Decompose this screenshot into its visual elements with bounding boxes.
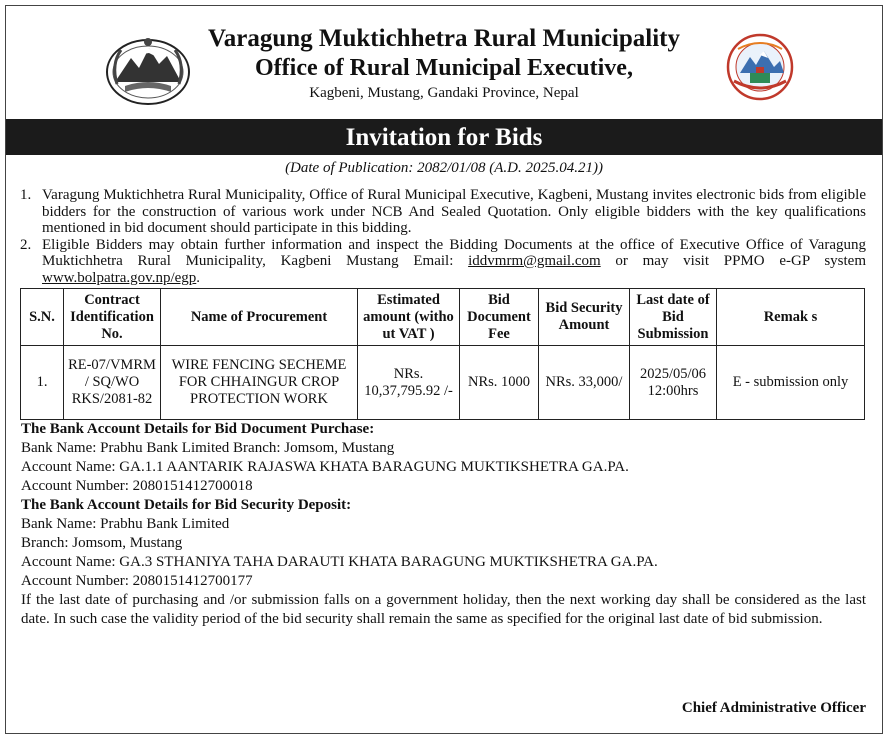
bank-purchase-heading: The Bank Account Details for Bid Document Purchase:	[21, 421, 375, 437]
bid-table	[20, 288, 865, 420]
col-procurement: Name of Procurement	[161, 289, 358, 346]
cell-remarks: E - submission only	[717, 346, 865, 420]
cell-last-date: 2025/05/06 12:00hrs	[630, 346, 717, 420]
cell-sn: 1.	[21, 346, 64, 420]
col-estimated: Estimated amount (witho ut VAT )	[358, 289, 460, 346]
col-last-date: Last date of Bid Submission	[630, 289, 717, 346]
bank-purchase-details	[21, 420, 866, 496]
bank-security-account-name: Account Name: GA.3 STHANIYA TAHA DARAUTI KHATA BARAGUNG MUKTIKSHETRA GA.PA.	[21, 554, 658, 570]
office-name: Office of Rural Municipal Executive,	[255, 55, 633, 81]
bank-security-account-number: Account Number: 2080151412700177	[21, 573, 253, 589]
bank-security-branch: Branch: Jomsom, Mustang	[21, 535, 183, 551]
page-title: Invitation for Bids	[6, 119, 882, 155]
org-name: Varagung Muktichhetra Rural Municipality	[207, 25, 681, 52]
col-contract-id: Contract Identification No.	[64, 289, 161, 346]
item-text	[42, 237, 866, 287]
publication-date: (Date of Publication: 2082/01/08 (A.D. 2025.04.21))	[285, 160, 603, 176]
email-link[interactable]: iddvmrm@gmail.com	[468, 253, 601, 269]
list-item	[20, 187, 866, 237]
bank-purchase-account-number: Account Number: 2080151412700018	[21, 478, 253, 494]
office-address: Kagbeni, Mustang, Gandaki Province, Nepal	[309, 85, 579, 101]
bank-security-details	[21, 496, 866, 591]
cell-estimated: NRs. 10,37,795.92 /-	[358, 346, 460, 420]
notice-points	[20, 187, 866, 286]
bank-purchase-account-name: Account Name: GA.1.1 AANTARIK RAJASWA KHATA BARAGUNG MUKTIKSHETRA GA.PA.	[21, 459, 629, 475]
item-text: Varagung Muktichhetra Rural Municipality, Office of Rural Municipal Executive, Kagbeni, Mustang invites electronic bids from eligible bidders for the construction of various work under NCB And Sealed Quotation. Only eligible bidders with the key qualifications mentioned in bid document should participate in this bidding.	[42, 187, 866, 236]
col-remarks: Remak s	[717, 289, 865, 346]
signature: Chief Administrative Officer	[681, 700, 866, 716]
cell-procurement: WIRE FENCING SECHEME FOR CHHAINGUR CROP PROTECTION WORK	[161, 346, 358, 420]
bank-purchase-bank: Bank Name: Prabhu Bank Limited Branch: Jomsom, Mustang	[21, 440, 395, 456]
cell-contract-id: RE-07/VMRM / SQ/WO RKS/2081-82	[64, 346, 161, 420]
municipality-seal-icon	[720, 33, 800, 101]
bank-security-bank: Bank Name: Prabhu Bank Limited	[21, 516, 230, 532]
list-item	[20, 237, 866, 287]
item-text-part: Eligible Bidders may obtain further information and inspect the Bidding Documents at the office of Executive Office of Varagung Muktichhetra Rural Municipality, Kagbeni Mustang Email:	[42, 236, 866, 269]
item-text-part: or may visit PPMO e-GP system	[600, 253, 867, 269]
website-link[interactable]: www.bolpatra.gov.np/egp	[42, 269, 197, 286]
item-text-part: .	[196, 269, 201, 286]
table-row	[21, 346, 865, 420]
cell-security: NRs. 33,000/	[539, 346, 630, 420]
header	[6, 6, 882, 119]
item-number: 2.	[20, 236, 32, 253]
bank-security-heading: The Bank Account Details for Bid Security Deposit:	[21, 497, 352, 513]
col-sn: S.N.	[21, 289, 64, 346]
col-doc-fee: Bid Document Fee	[460, 289, 539, 346]
table-header-row	[21, 289, 865, 346]
col-security: Bid Security Amount	[539, 289, 630, 346]
notice-page	[5, 5, 883, 734]
holiday-note: If the last date of purchasing and /or submission falls on a government holiday, then the next working day shall be considered as the last date. In such case the validity period of the bid security shall remain the same as specified for the original last date of bid submission.	[21, 592, 866, 627]
cell-doc-fee: NRs. 1000	[460, 346, 539, 420]
item-number: 1.	[20, 187, 32, 203]
